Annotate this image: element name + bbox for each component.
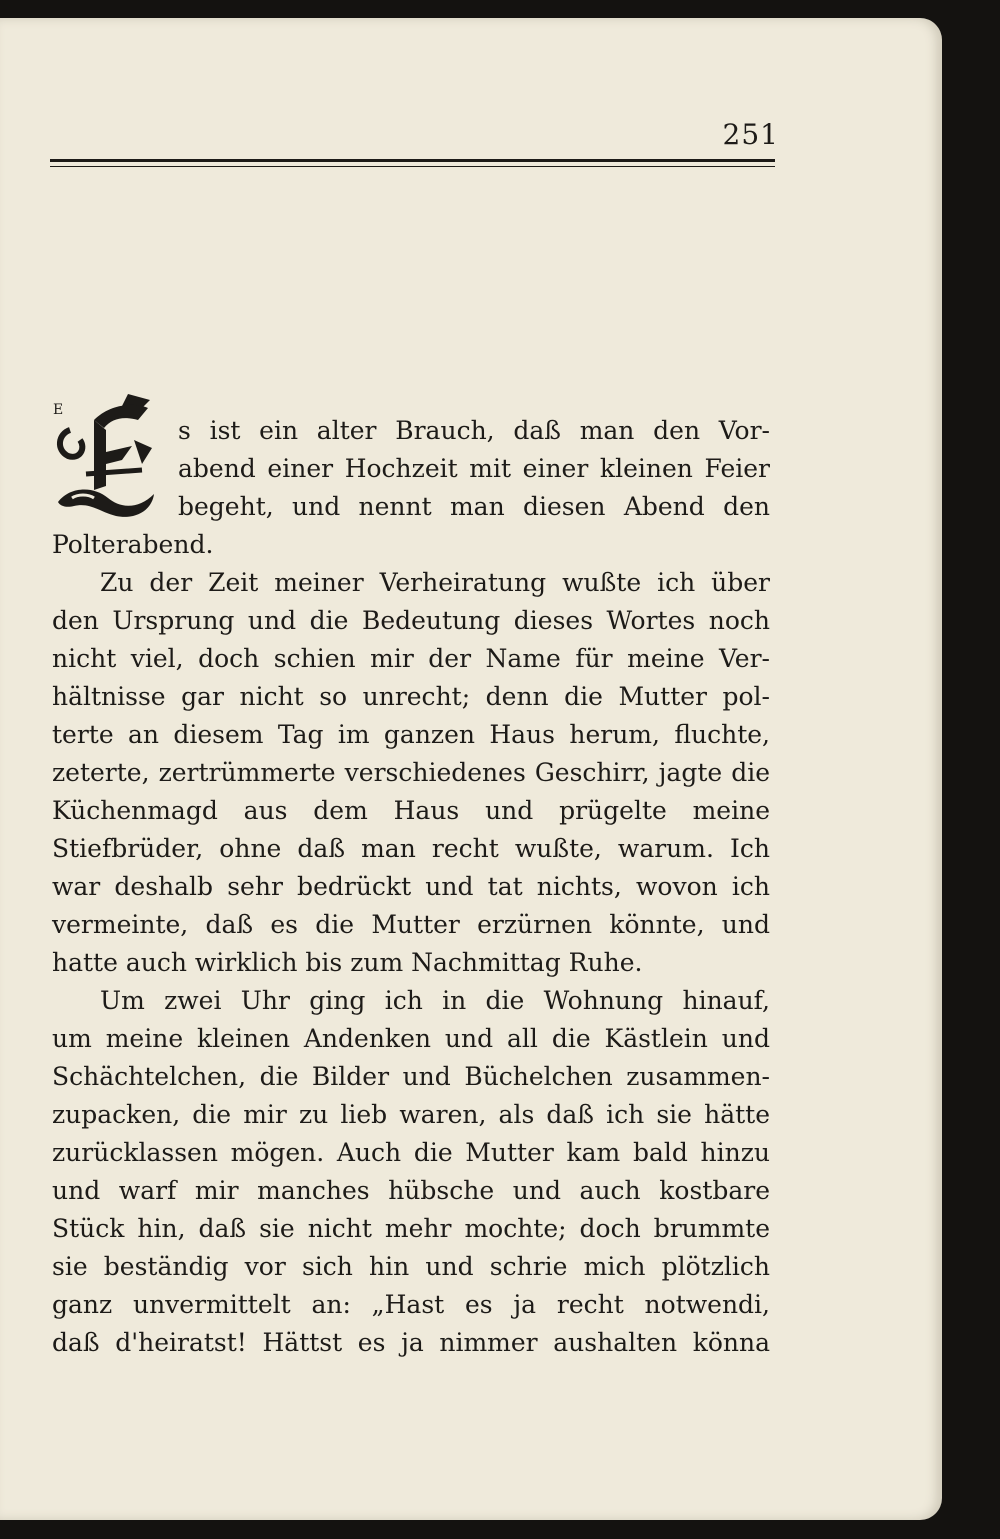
text-line: vermeinte, daß es die Mutter erzürnen könnte, und (52, 910, 770, 939)
text-line: zupacken, die mir zu lieb waren, als daß ich sie hätte (52, 1100, 770, 1129)
text-line: Küchenmagd aus dem Haus und prügelte meine (52, 796, 770, 825)
text-line: begeht, und nennt man diesen Abend den (178, 492, 770, 521)
text-line: zeterte, zertrümmerte verschiedenes Geschirr, jagte die (52, 758, 770, 787)
book-page (0, 18, 942, 1520)
page-number: 251 (722, 118, 779, 151)
text-line: s ist ein alter Brauch, daß man den Vor- (178, 416, 770, 445)
text-line: nicht viel, doch schien mir der Name für meine Ver- (52, 644, 770, 673)
text-line: und warf mir manches hübsche und auch kostbare (52, 1176, 770, 1205)
text-line: Stiefbrüder, ohne daß man recht wußte, warum. Ich (52, 834, 770, 863)
text-line: den Ursprung und die Bedeutung dieses Wortes noch (52, 606, 770, 635)
text-line: hältnisse gar nicht so unrecht; denn die Mutter pol- (52, 682, 770, 711)
text-line: terte an diesem Tag im ganzen Haus herum, fluchte, (52, 720, 770, 749)
text-line: Zu der Zeit meiner Verheiratung wußte ich über (100, 568, 770, 597)
text-line: Um zwei Uhr ging ich in die Wohnung hinauf, (100, 986, 770, 1015)
header-rule-thin (50, 166, 775, 167)
drop-cap-initial (50, 390, 160, 522)
text-line: abend einer Hochzeit mit einer kleinen Feier (178, 454, 770, 483)
text-line: Polterabend. (52, 530, 214, 559)
header-rule-thick (50, 159, 775, 162)
text-line: sie beständig vor sich hin und schrie mich plötzlich (52, 1252, 770, 1281)
text-line: Schächtelchen, die Bilder und Büchelchen zusammen- (52, 1062, 770, 1091)
text-line: daß d'heiratst! Hättst es ja nimmer aushalten könna (52, 1328, 770, 1357)
text-line: um meine kleinen Andenken und all die Kästlein und (52, 1024, 770, 1053)
drop-cap-ornament (50, 390, 160, 522)
text-line: war deshalb sehr bedrückt und tat nichts, wovon ich (52, 872, 770, 901)
text-line: zurücklassen mögen. Auch die Mutter kam bald hinzu (52, 1138, 770, 1167)
drop-cap-letter: E (53, 402, 64, 418)
text-line: hatte auch wirklich bis zum Nachmittag Ruhe. (52, 948, 643, 977)
text-line: Stück hin, daß sie nicht mehr mochte; doch brummte (52, 1214, 770, 1243)
text-line: ganz unvermittelt an: „Hast es ja recht notwendi, (52, 1290, 770, 1319)
